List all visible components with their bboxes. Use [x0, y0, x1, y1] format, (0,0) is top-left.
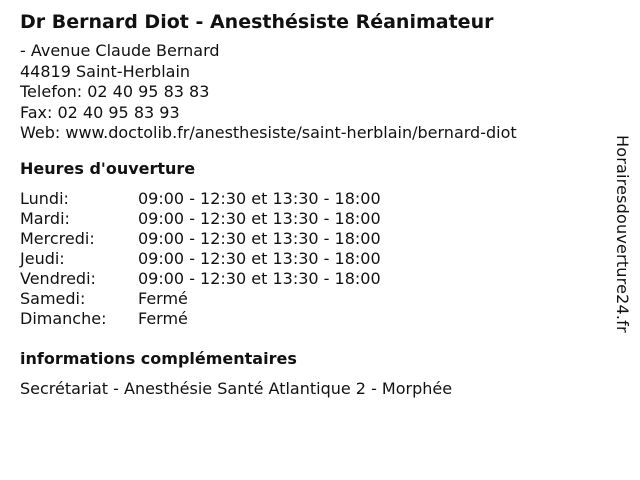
day-hours: 09:00 - 12:30 et 13:30 - 18:00: [138, 228, 381, 248]
fax-line: Fax: 02 40 95 83 93: [20, 102, 180, 122]
day-label: Dimanche:: [20, 308, 107, 328]
opening-hours-heading: Heures d'ouverture: [20, 158, 196, 178]
business-card: [20, 9, 600, 399]
opening-hours-table: [20, 189, 600, 329]
day-label: Lundi:: [20, 188, 69, 208]
day-hours: 09:00 - 12:30 et 13:30 - 18:00: [138, 208, 381, 228]
phone-line: Telefon: 02 40 95 83 83: [20, 82, 210, 101]
day-label: Samedi:: [20, 288, 86, 308]
page-title: Dr Bernard Diot - Anesthésiste Réanimateur: [20, 11, 494, 33]
day-hours: 09:00 - 12:30 et 13:30 - 18:00: [138, 188, 381, 208]
site-watermark: Horairesdouverture24.fr: [613, 135, 632, 333]
hours-row: [20, 229, 600, 249]
city-line: 44819 Saint-Herblain: [20, 61, 191, 81]
day-hours: Fermé: [138, 308, 188, 328]
day-label: Mercredi:: [20, 228, 95, 248]
hours-row: [20, 189, 600, 209]
additional-info-text: Secrétariat - Anesthésie Santé Atlantique 2 - Morphée: [20, 378, 453, 398]
web-line: Web: www.doctolib.fr/anesthesiste/saint-herblain/bernard-diot: [20, 123, 517, 142]
hours-row: [20, 289, 600, 309]
hours-row: [20, 209, 600, 229]
address-block: [20, 41, 600, 144]
day-hours: 09:00 - 12:30 et 13:30 - 18:00: [138, 268, 381, 288]
day-label: Mardi:: [20, 208, 70, 228]
hours-row: [20, 309, 600, 329]
additional-info-heading: informations complémentaires: [20, 348, 297, 368]
street-address: - Avenue Claude Bernard: [20, 41, 220, 60]
hours-row: [20, 269, 600, 289]
hours-row: [20, 249, 600, 269]
day-hours: Fermé: [138, 288, 188, 308]
day-label: Jeudi:: [20, 248, 65, 268]
day-label: Vendredi:: [20, 268, 96, 288]
day-hours: 09:00 - 12:30 et 13:30 - 18:00: [138, 248, 381, 268]
